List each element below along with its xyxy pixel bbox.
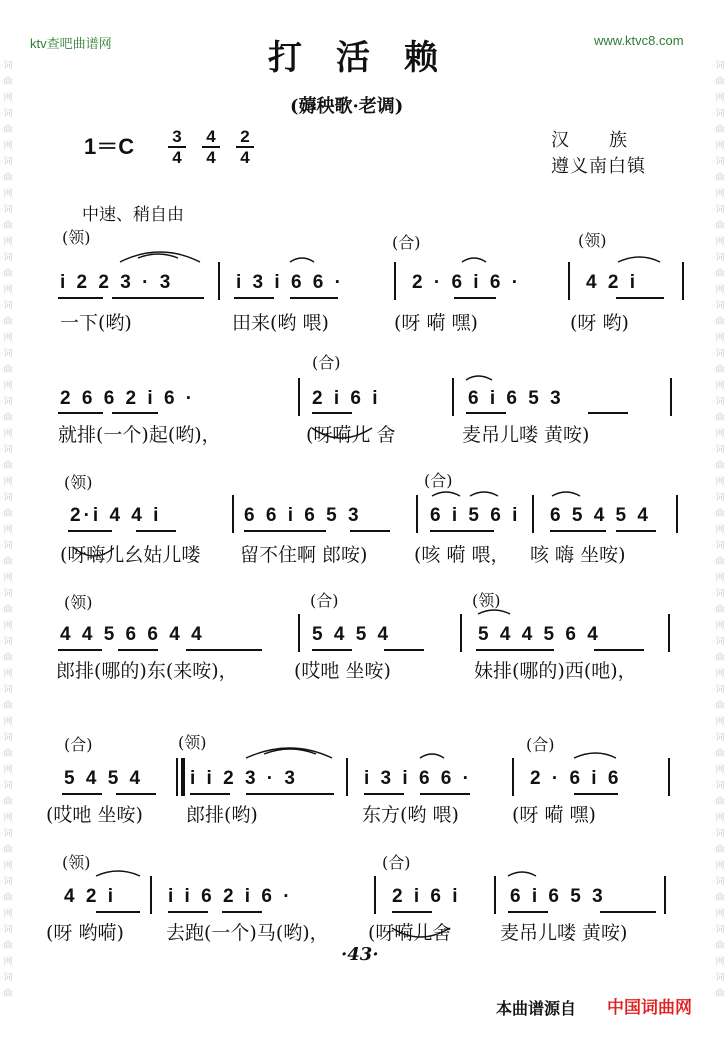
watermark-glyph: 网 xyxy=(715,573,725,583)
lyric-text: 东方(哟 喂) xyxy=(362,804,459,826)
time-signature-2: 4 4 xyxy=(200,128,222,166)
lyric-text: 咳 嗨 坐咹) xyxy=(530,544,626,566)
role-marker: (合) xyxy=(424,471,453,490)
lyric-text: 郎排(哟) xyxy=(186,804,258,826)
watermark-glyph: 网 xyxy=(3,285,13,295)
watermark-glyph: 网 xyxy=(3,957,13,967)
watermark-glyph: 曲 xyxy=(3,317,13,327)
watermark-glyph: 词 xyxy=(3,637,13,647)
role-marker: (合) xyxy=(526,735,555,754)
watermark-glyph: 词 xyxy=(3,349,13,359)
slur-mark xyxy=(290,258,314,262)
lyric-text: (呀嗨儿幺姑儿喽 xyxy=(60,544,201,566)
watermark-glyph: 曲 xyxy=(715,845,725,855)
watermark-glyph: 网 xyxy=(715,525,725,535)
lyric-text: 麦吊儿喽 黄咹) xyxy=(500,922,628,944)
notation-measure: 2 i 6 i xyxy=(392,886,461,907)
watermark-glyph: 网 xyxy=(715,957,725,967)
watermark-glyph: 词 xyxy=(3,877,13,887)
slur-mark xyxy=(432,492,460,496)
watermark-glyph: 词 xyxy=(3,925,13,935)
slur-mark xyxy=(74,548,114,556)
role-marker: (合) xyxy=(312,353,341,372)
watermark-glyph: 词 xyxy=(715,877,725,887)
watermark-glyph: 词 xyxy=(3,685,13,695)
slur-mark xyxy=(466,376,492,380)
notation-measure: 2 i 6 i xyxy=(312,388,381,409)
watermark-glyph: 网 xyxy=(715,285,725,295)
watermark-glyph: 词 xyxy=(715,685,725,695)
lyric-text: (呀 哟嗬) xyxy=(46,922,124,944)
slur-mark xyxy=(478,610,510,614)
slur-mark xyxy=(552,492,580,496)
role-marker: (领) xyxy=(578,231,607,250)
watermark-glyph: 词 xyxy=(715,589,725,599)
watermark-glyph: 曲 xyxy=(715,509,725,519)
lyric-text: 麦吊儿喽 黄咹) xyxy=(462,424,590,446)
notation-measure: 5 4 5 4 xyxy=(64,768,144,789)
watermark-glyph: 曲 xyxy=(3,221,13,231)
watermark-glyph: 词 xyxy=(3,829,13,839)
watermark-glyph: 曲 xyxy=(715,125,725,135)
watermark-glyph: 词 xyxy=(3,253,13,263)
song-subtitle: (薅秧歌·老调) xyxy=(290,96,404,117)
watermark-glyph: 词 xyxy=(3,61,13,71)
notation-measure: 4 4 5 6 6 4 4 xyxy=(60,624,205,645)
watermark-glyph: 词 xyxy=(715,637,725,647)
time-signature-3: 2 4 xyxy=(234,128,256,166)
watermark-glyph: 网 xyxy=(715,237,725,247)
notation-measure: 2 · 6 i 6 · xyxy=(412,272,522,293)
watermark-glyph: 网 xyxy=(715,429,725,439)
watermark-glyph: 曲 xyxy=(3,893,13,903)
notation-measure: 6 i 6 5 3 xyxy=(510,886,606,907)
watermark-glyph: 网 xyxy=(715,333,725,343)
watermark-glyph: 词 xyxy=(715,541,725,551)
watermark-glyph: 曲 xyxy=(715,749,725,759)
notation-measure: 6 i 6 5 3 xyxy=(468,388,564,409)
watermark-glyph: 词 xyxy=(3,541,13,551)
time-signature-1: 3 4 xyxy=(166,128,188,166)
watermark-glyph: 曲 xyxy=(715,221,725,231)
watermark-glyph: 网 xyxy=(715,93,725,103)
watermark-glyph: 词 xyxy=(3,973,13,983)
watermark-glyph: 词 xyxy=(715,733,725,743)
site-url-right[interactable]: www.ktvc8.com xyxy=(594,33,684,48)
role-marker: (领) xyxy=(178,733,207,752)
slur-mark xyxy=(618,257,660,262)
watermark-glyph: 词 xyxy=(3,781,13,791)
watermark-glyph: 曲 xyxy=(3,413,13,423)
region-label: 遵义南白镇 xyxy=(551,156,646,177)
watermark-glyph: 网 xyxy=(3,909,13,919)
watermark-glyph: 网 xyxy=(3,93,13,103)
notation-measure: 4 2 i xyxy=(64,886,116,907)
watermark-glyph: 网 xyxy=(715,909,725,919)
watermark-glyph: 词 xyxy=(715,349,725,359)
watermark-glyph: 词 xyxy=(715,445,725,455)
role-marker: (合) xyxy=(310,591,339,610)
watermark-glyph: 曲 xyxy=(715,941,725,951)
role-marker: (领) xyxy=(62,228,91,247)
watermark-glyph: 词 xyxy=(715,397,725,407)
slur-mark xyxy=(312,428,372,438)
watermark-glyph: 网 xyxy=(3,333,13,343)
slur-mark xyxy=(96,871,140,876)
slur-mark xyxy=(138,254,178,258)
notation-measure: 5 4 4 5 6 4 xyxy=(478,624,601,645)
role-marker: (合) xyxy=(64,735,93,754)
lyric-text: (哎吔 坐咹) xyxy=(46,804,143,826)
watermark-glyph: 词 xyxy=(3,589,13,599)
lyric-text: 去跑(一个)马(哟)， xyxy=(166,922,329,944)
watermark-glyph: 词 xyxy=(3,445,13,455)
watermark-glyph: 网 xyxy=(715,717,725,727)
lyric-text: 就排(一个)起(哟)， xyxy=(58,424,221,446)
watermark-glyph: 词 xyxy=(3,205,13,215)
watermark-glyph: 网 xyxy=(3,141,13,151)
slur-mark xyxy=(420,754,444,758)
ethnicity-label: 汉族 xyxy=(551,130,667,151)
watermark-glyph: 曲 xyxy=(3,605,13,615)
watermark-glyph: 词 xyxy=(3,157,13,167)
page-number: ·43· xyxy=(341,944,379,965)
role-marker: (领) xyxy=(64,593,93,612)
lyric-text: 妹排(哪的)西(吔)， xyxy=(474,660,637,682)
watermark-glyph: 曲 xyxy=(715,797,725,807)
lyric-text: (咳 嗬 喂， xyxy=(414,544,510,566)
watermark-glyph: 曲 xyxy=(715,461,725,471)
notation-measure: 4 2 i xyxy=(586,272,638,293)
watermark-glyph: 网 xyxy=(715,765,725,775)
watermark-glyph: 词 xyxy=(3,733,13,743)
watermark-glyph: 词 xyxy=(3,397,13,407)
watermark-glyph: 网 xyxy=(715,669,725,679)
watermark-glyph: 网 xyxy=(3,237,13,247)
notation-measure: 2·i 4 4 i xyxy=(70,505,162,526)
watermark-glyph: 曲 xyxy=(3,749,13,759)
watermark-glyph: 曲 xyxy=(3,941,13,951)
watermark-glyph: 网 xyxy=(3,477,13,487)
lyric-text: 田来(哟 喂) xyxy=(232,312,329,334)
lyric-text: (呀 哟) xyxy=(570,312,629,334)
notation-measure: 5 4 5 4 xyxy=(312,624,392,645)
watermark-glyph: 词 xyxy=(3,109,13,119)
watermark-glyph: 曲 xyxy=(3,701,13,711)
watermark-glyph: 曲 xyxy=(3,653,13,663)
watermark-glyph: 网 xyxy=(3,861,13,871)
lyric-text: (呀 嗬 嘿) xyxy=(394,312,478,334)
watermark-glyph: 网 xyxy=(715,477,725,487)
watermark-glyph: 网 xyxy=(3,717,13,727)
source-label: 本曲谱源自 xyxy=(496,999,577,1018)
watermark-glyph: 网 xyxy=(715,861,725,871)
watermark-glyph: 网 xyxy=(715,381,725,391)
watermark-glyph: 曲 xyxy=(715,605,725,615)
watermark-glyph: 曲 xyxy=(3,125,13,135)
notation-measure: 6 5 4 5 4 xyxy=(550,505,651,526)
watermark-glyph: 网 xyxy=(715,621,725,631)
watermark-glyph: 曲 xyxy=(3,365,13,375)
role-marker: (合) xyxy=(392,233,421,252)
role-marker: (领) xyxy=(64,473,93,492)
lyric-text: (哎吔 坐咹) xyxy=(294,660,391,682)
lyric-text: 一下(哟) xyxy=(60,312,132,334)
watermark-glyph: 曲 xyxy=(3,269,13,279)
watermark-glyph: 网 xyxy=(3,621,13,631)
watermark-glyph: 曲 xyxy=(715,989,725,999)
slur-mark xyxy=(508,872,536,876)
watermark-glyph: 曲 xyxy=(715,557,725,567)
watermark-glyph: 曲 xyxy=(3,797,13,807)
watermark-glyph: 曲 xyxy=(3,461,13,471)
lyric-text: 留不住啊 郎咹) xyxy=(240,544,368,566)
watermark-glyph: 词 xyxy=(715,61,725,71)
notation-measure: i 3 i 6 6 · xyxy=(236,272,344,293)
watermark-glyph: 词 xyxy=(715,925,725,935)
site-name-left[interactable]: ktv查吧曲谱网 xyxy=(30,36,112,51)
watermark-glyph: 曲 xyxy=(715,269,725,279)
role-marker: (领) xyxy=(62,853,91,872)
watermark-glyph: 网 xyxy=(3,429,13,439)
watermark-glyph: 曲 xyxy=(715,77,725,87)
watermark-glyph: 网 xyxy=(3,573,13,583)
notation-measure: 6 i 5 6 i xyxy=(430,505,521,526)
watermark-glyph: 曲 xyxy=(715,413,725,423)
watermark-glyph: 曲 xyxy=(3,509,13,519)
notation-measure: i 3 i 6 6 · xyxy=(364,768,472,789)
slur-mark xyxy=(462,258,486,262)
watermark-glyph: 曲 xyxy=(3,173,13,183)
watermark-glyph: 曲 xyxy=(715,317,725,327)
watermark-glyph: 词 xyxy=(3,301,13,311)
watermark-glyph: 网 xyxy=(3,813,13,823)
watermark-glyph: 网 xyxy=(3,765,13,775)
song-title: 打活赖 xyxy=(268,38,472,78)
slur-mark xyxy=(574,753,616,758)
watermark-glyph: 词 xyxy=(715,205,725,215)
watermark-glyph: 网 xyxy=(3,381,13,391)
watermark-glyph: 词 xyxy=(715,493,725,503)
watermark-glyph: 曲 xyxy=(3,77,13,87)
watermark-glyph: 曲 xyxy=(715,173,725,183)
role-marker: (领) xyxy=(472,591,501,610)
notation-measure: i i 2 3 · 3 xyxy=(190,768,298,789)
key-signature: 1＝C xyxy=(84,134,135,159)
watermark-glyph: 曲 xyxy=(3,557,13,567)
notation-measure: 6 6 i 6 5 3 xyxy=(244,505,362,526)
watermark-glyph: 曲 xyxy=(715,653,725,663)
watermark-glyph: 词 xyxy=(715,973,725,983)
watermark-glyph: 词 xyxy=(715,829,725,839)
lyric-text: (呀 嗬 嘿) xyxy=(512,804,596,826)
lyric-text: (呀嗬儿 舍 xyxy=(306,424,396,446)
watermark-glyph: 词 xyxy=(715,157,725,167)
watermark-glyph: 曲 xyxy=(715,365,725,375)
watermark-glyph: 网 xyxy=(715,189,725,199)
notation-measure: 2 6 6 2 i 6 · xyxy=(60,388,196,409)
watermark-glyph: 网 xyxy=(3,525,13,535)
watermark-glyph: 词 xyxy=(715,109,725,119)
watermark-glyph: 曲 xyxy=(3,845,13,855)
watermark-glyph: 网 xyxy=(3,669,13,679)
watermark-glyph: 词 xyxy=(715,253,725,263)
watermark-glyph: 网 xyxy=(3,189,13,199)
watermark-glyph: 词 xyxy=(715,301,725,311)
watermark-glyph: 词 xyxy=(715,781,725,791)
watermark-glyph: 曲 xyxy=(715,701,725,711)
tempo-marking: 中速、稍自由 xyxy=(82,205,184,225)
watermark-glyph: 曲 xyxy=(3,989,13,999)
role-marker: (合) xyxy=(382,853,411,872)
watermark-glyph: 词 xyxy=(3,493,13,503)
notation-measure: 2 · 6 i 6 xyxy=(530,768,622,789)
lyric-text: 郎排(哪的)东(来咹)， xyxy=(56,660,238,682)
source-site-link[interactable]: 中国词曲网 xyxy=(607,998,692,1018)
lyric-text: (呀嗬儿舍 xyxy=(368,922,452,944)
watermark-glyph: 曲 xyxy=(715,893,725,903)
watermark-glyph: 网 xyxy=(715,141,725,151)
slur-mark xyxy=(392,928,450,937)
slur-mark xyxy=(470,492,498,496)
watermark-glyph: 网 xyxy=(715,813,725,823)
notation-measure: i i 6 2 i 6 · xyxy=(168,886,293,907)
notation-measure: i 2 2 3 · 3 xyxy=(60,272,174,293)
